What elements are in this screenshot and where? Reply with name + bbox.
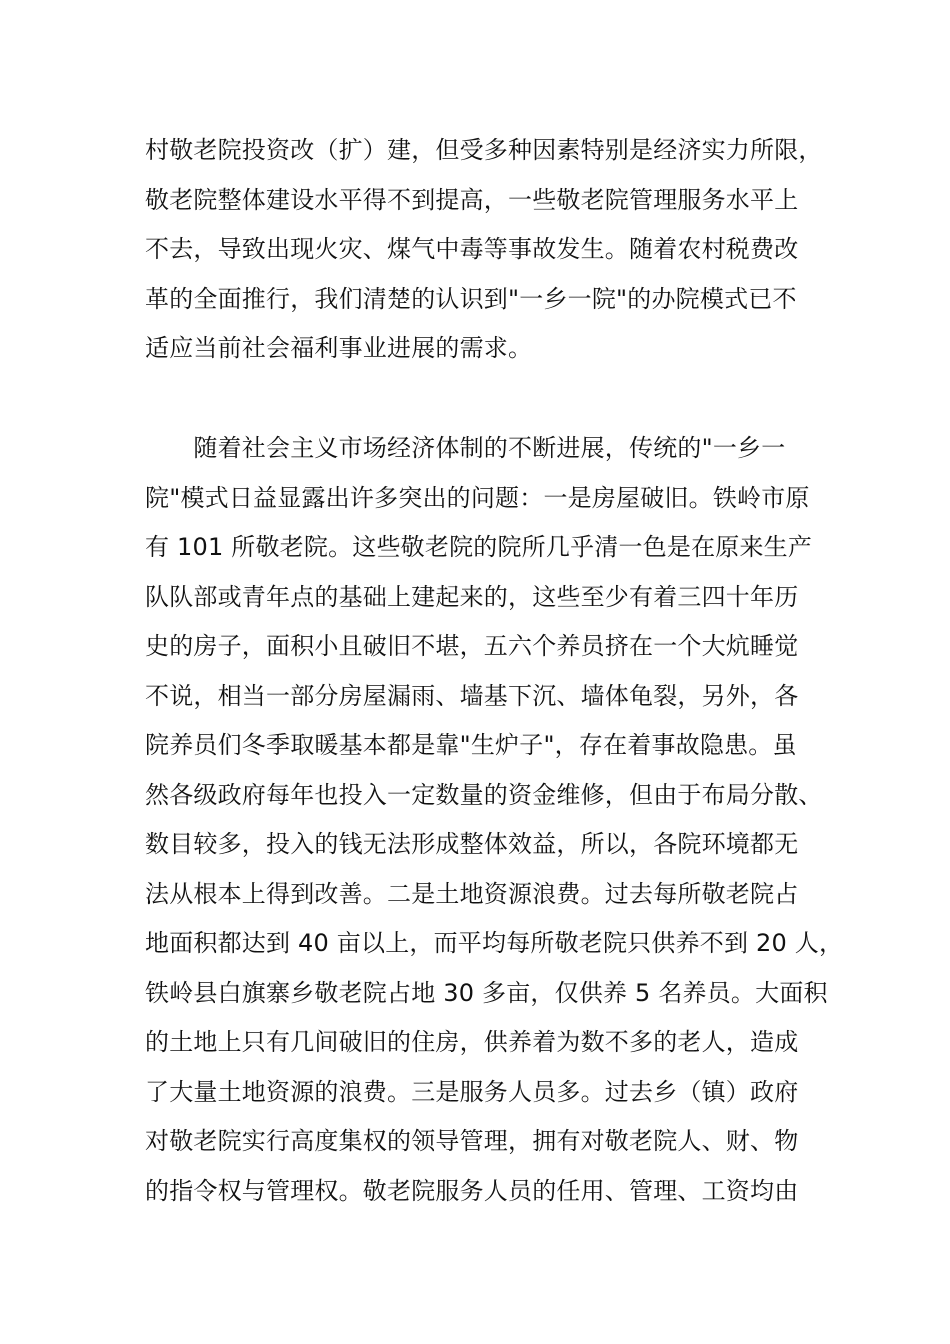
paragraph-2-line: 有 101 所敬老院。这些敬老院的院所几乎清一色是在原来生产 xyxy=(145,533,813,561)
paragraph-2-line: 队队部或青年点的基础上建起来的，这些至少有着三四十年历 xyxy=(145,582,799,611)
paragraph-2-line: 然各级政府每年也投入一定数量的资金维修，但由于布局分散、 xyxy=(145,780,823,809)
paragraph-2-line: 地面积都达到 40 亩以上，而平均每所敬老院只供养不到 20 人， xyxy=(145,929,844,957)
paragraph-2-line: 院"模式日益显露出许多突出的问题：一是房屋破旧。铁岭市原 xyxy=(145,483,810,512)
paragraph-1-line: 革的全面推行，我们清楚的认识到"一乡一院"的办院模式已不 xyxy=(145,284,797,313)
paragraph-2-line: 数目较多，投入的钱无法形成整体效益，所以，各院环境都无 xyxy=(145,830,799,858)
paragraph-2-line: 铁岭县白旗寨乡敬老院占地 30 多亩，仅供养 5 名养员。大面积 xyxy=(145,978,828,1007)
paragraph-2-line: 随着社会主义市场经济体制的不断进展，传统的"一乡一 xyxy=(145,434,786,462)
paragraph-2-line: 史的房子，面积小且破旧不堪，五六个养员挤在一个大炕睡觉 xyxy=(145,632,799,660)
paragraph-2-line: 了大量土地资源的浪费。三是服务人员多。过去乡（镇）政府 xyxy=(145,1077,799,1106)
paragraph-2-line: 不说，相当一部分房屋漏雨、墙基下沉、墙体龟裂，另外，各 xyxy=(145,681,799,710)
paragraph-2-line: 院养员们冬季取暖基本都是靠"生炉子"，存在着事故隐患。虽 xyxy=(145,731,797,759)
paragraph-1-line: 适应当前社会福利事业进展的需求。 xyxy=(145,334,533,362)
paragraph-1-line: 敬老院整体建设水平得不到提高，一些敬老院管理服务水平上 xyxy=(145,185,799,214)
paragraph-2-line: 法从根本上得到改善。二是土地资源浪费。过去每所敬老院占 xyxy=(145,879,799,908)
paragraph-1-line: 村敬老院投资改（扩）建，但受多种因素特别是经济实力所限， xyxy=(145,136,823,164)
paragraph-2-line: 的指令权与管理权。敬老院服务人员的任用、管理、工资均由 xyxy=(145,1176,799,1205)
paragraph-2 xyxy=(145,424,844,1216)
paragraph-1-line: 不去，导致出现火灾、煤气中毒等事故发生。随着农村税费改 xyxy=(145,235,799,263)
paragraph-1 xyxy=(145,126,823,374)
paragraph-2-line: 的土地上只有几间破旧的住房，供养着为数不多的老人，造成 xyxy=(145,1028,799,1056)
paragraph-2-line: 对敬老院实行高度集权的领导管理，拥有对敬老院人、财、物 xyxy=(145,1127,799,1155)
